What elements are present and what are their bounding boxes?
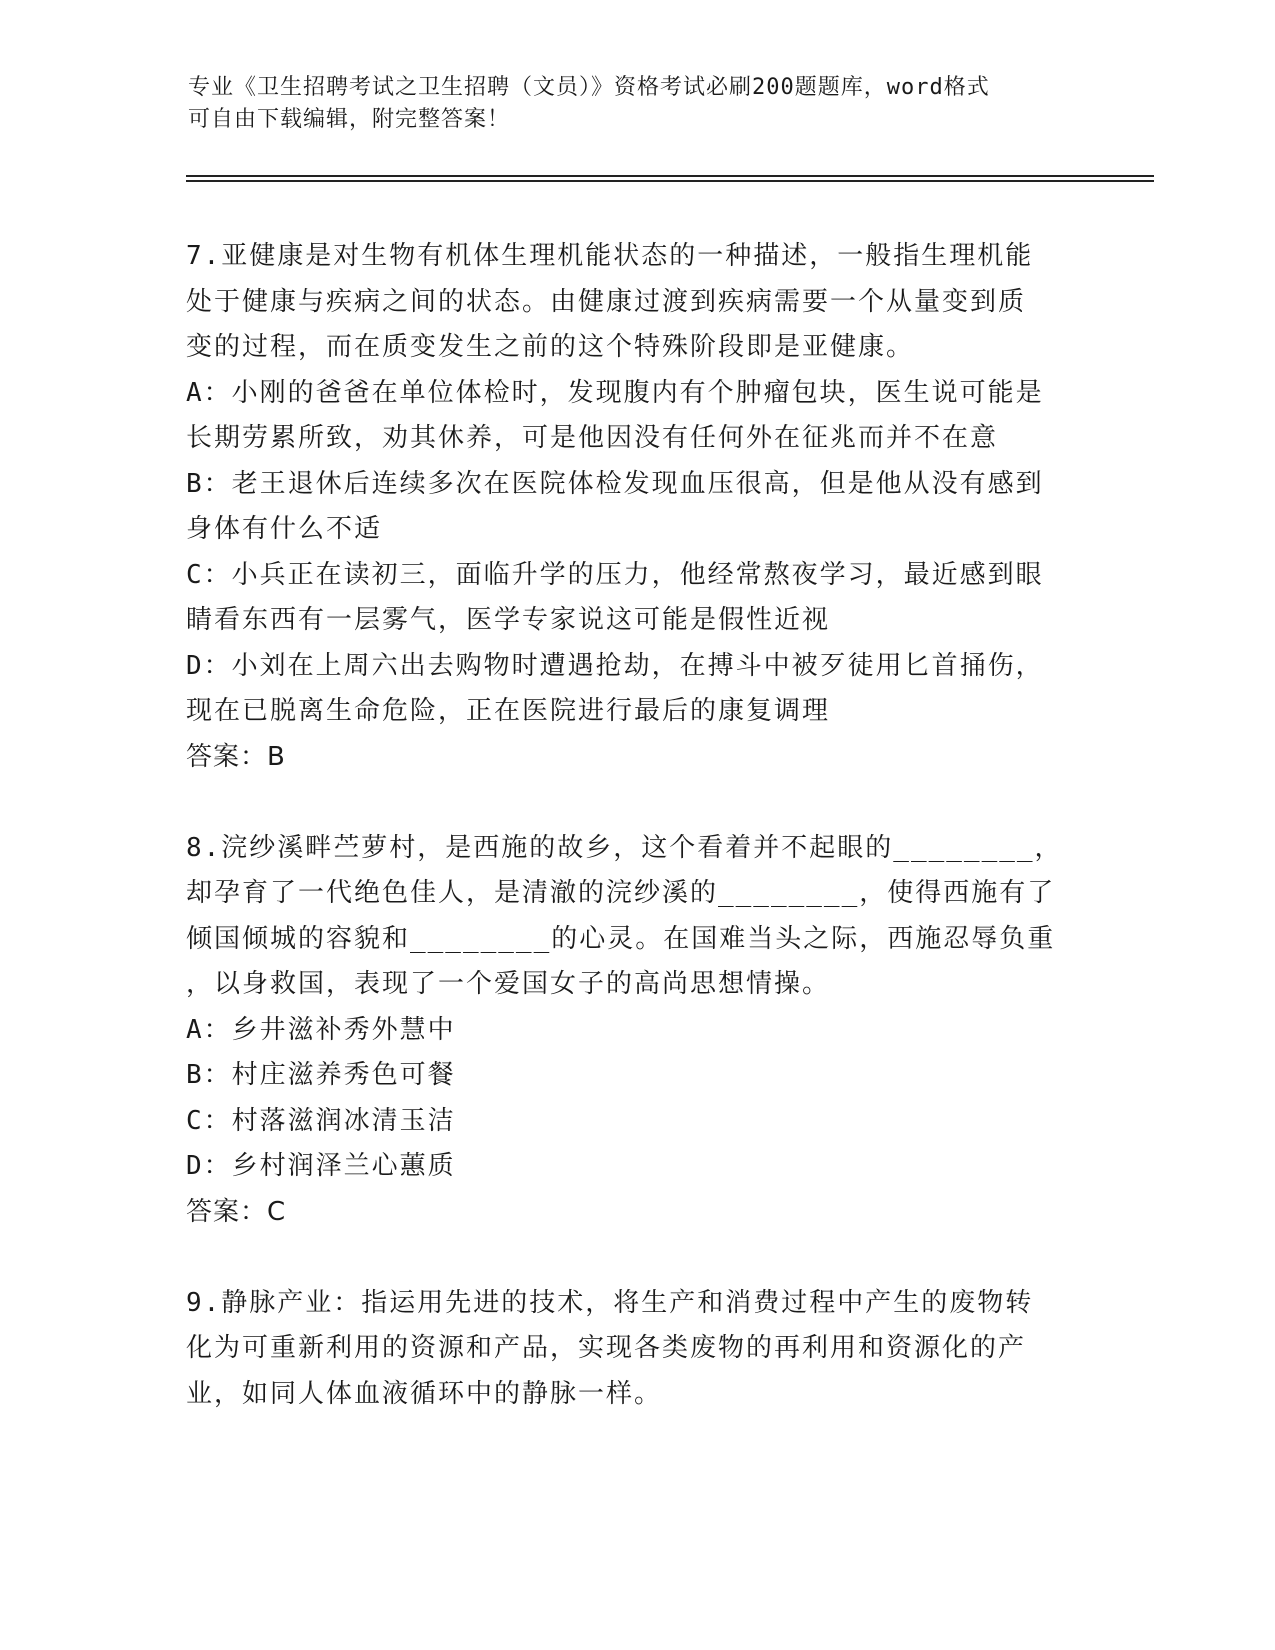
question-7-option-b [186,462,1186,553]
question-8-stem-line: 8.浣纱溪畔苎萝村，是西施的故乡，这个看着并不起眼的________， [186,832,1063,863]
option-line: 长期劳累所致，劝其休养，可是他因没有任何外在征兆而并不在意 [186,423,999,453]
question-9-stem-line: 化为可重新利用的资源和产品，实现各类废物的再利用和资源化的产 [186,1333,1027,1363]
question-7-option-a [186,371,1186,462]
question-8-stem-line: ，以身救国，表现了一个爱国女子的高尚思想情操。 [186,969,831,999]
question-8-option-c: C：村落滋润冰清玉洁 [186,1105,456,1136]
question-7-option-c [186,553,1186,644]
option-line: 现在已脱离生命危险，正在医院进行最后的康复调理 [186,696,831,726]
option-line: A：小刚的爸爸在单位体检时，发现腹内有个肿瘤包块，医生说可能是 [186,377,1044,408]
header-line-2: 可自由下载编辑，附完整答案！ [188,107,511,132]
question-9 [186,1281,1186,1418]
question-8 [186,826,1186,1236]
question-8-stem-line: 倾国倾城的容貌和________的心灵。在国难当头之际，西施忍辱负重 [186,923,1056,954]
question-7-option-d [186,644,1186,735]
option-line: B：老王退休后连续多次在医院体检发现血压很高，但是他从没有感到 [186,468,1044,499]
document-header [188,72,1088,136]
question-7-answer: 答案：B [186,741,286,772]
question-7-stem-line: 处于健康与疾病之间的状态。由健康过渡到疾病需要一个从量变到质 [186,286,1027,317]
question-8-stem-line: 却孕育了一代绝色佳人，是清澈的浣纱溪的________，使得西施有了 [186,878,1056,908]
question-8-option-a: A：乡井滋补秀外慧中 [186,1014,456,1045]
question-spacer [186,780,1186,826]
header-line-1: 专业《卫生招聘考试之卫生招聘（文员）》资格考试必刷200题题库，word格式 [188,75,990,100]
question-8-answer: 答案：C [186,1196,287,1227]
option-line: D：小刘在上周六出去购物时遭遇抢劫，在搏斗中被歹徒用匕首捅伤， [186,650,1044,681]
header-rule-bottom [186,180,1154,182]
question-9-stem-line: 业，如同人体血液循环中的静脉一样。 [186,1378,663,1409]
question-spacer [186,1235,1186,1281]
question-9-stem-line: 9.静脉产业：指运用先进的技术，将生产和消费过程中产生的废物转 [186,1287,1034,1318]
question-8-option-d: D：乡村润泽兰心蕙质 [186,1151,456,1181]
question-7-stem-line: 7.亚健康是对生物有机体生理机能状态的一种描述，一般指生理机能 [186,241,1034,271]
option-line: C：小兵正在读初三，面临升学的压力，他经常熬夜学习，最近感到眼 [186,559,1044,590]
option-line: 睛看东西有一层雾气，医学专家说这可能是假性近视 [186,605,831,635]
option-line: 身体有什么不适 [186,514,383,544]
question-7 [186,234,1186,780]
question-list [186,234,1186,1417]
question-7-stem-line: 变的过程，而在质变发生之前的这个特殊阶段即是亚健康。 [186,332,915,362]
header-rule-top [186,175,1154,177]
question-8-option-b: B：村庄滋养秀色可餐 [186,1060,456,1090]
